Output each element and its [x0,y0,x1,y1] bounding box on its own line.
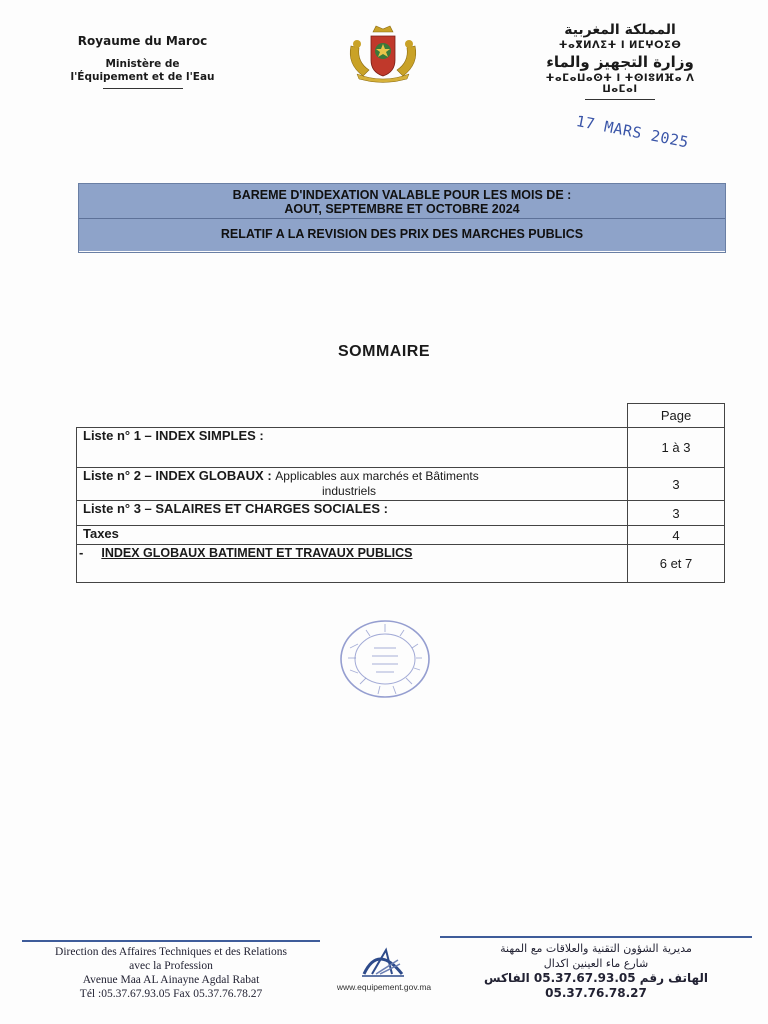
summary-row-note-cont: industriels [322,484,377,498]
bullet-dash: - [79,545,84,560]
footer-left-line4: Tél :05.37.67.93.05 Fax 05.37.76.78.27 [79,988,263,1000]
footer-website-url: www.equipement.gov.ma [336,982,432,992]
summary-header-row [77,404,725,428]
banner-line1: BAREME D'INDEXATION VALABLE POUR LES MOIS DE : [232,188,572,202]
footer-left-block [22,940,320,1001]
header-left-rule [103,88,183,89]
summary-row [77,545,725,583]
tifinagh-kingdom-name: ⵜⴰⴳⵍⴷⵉⵜ ⵏ ⵍⵎⵖⵔⵉⴱ [558,40,682,51]
footer-left-line2: avec la Profession [129,960,213,972]
page-title: SOMMAIRE [338,343,430,360]
summary-row-label: Liste n° 1 – INDEX SIMPLES : [83,428,264,443]
received-date-stamp: 17 MARS 2025 [574,112,691,152]
summary-row [77,468,725,501]
summary-row [77,428,725,468]
round-ministry-stamp-icon [338,618,432,700]
footer-right-line2: شارع ماء العينين اكدال [543,957,649,970]
arabic-ministry-name: وزارة التجهيز والماء [546,53,694,71]
banner-validity-row [79,184,725,219]
summary-row-label: Taxes [83,526,119,541]
ministry-name-line2: l'Équipement et de l'Eau [70,71,215,83]
arabic-kingdom-name: المملكة المغربية [564,22,676,38]
header-right-rule [585,99,655,100]
summary-row-label: INDEX GLOBAUX BATIMENT ET TRAVAUX PUBLICS [101,546,413,560]
summary-row-page: 4 [628,526,725,545]
summary-row-page: 3 [628,468,725,501]
summary-row-label: Liste n° 2 – INDEX GLOBAUX : [83,468,272,483]
summary-row [77,501,725,526]
royal-coat-of-arms-icon [343,24,423,84]
footer-right-line3: الهاتف رقم 05.37.67.93.05 الفاكس 05.37.76.78.27 [484,971,708,1000]
footer-right-line1: مديرية الشؤون التقنية والعلاقات مع المهنة [500,942,692,955]
summary-row-page: 3 [628,501,725,526]
footer-right-rule [440,936,752,938]
header-right-block [535,22,705,100]
page-column-header: Page [628,404,725,428]
footer-right-block [440,936,752,1001]
ministry-name-line1: Ministère de [105,58,180,70]
title-banner [78,183,726,253]
banner-line3: RELATIF A LA REVISION DES PRIX DES MARCHES PUBLICS [79,219,725,251]
summary-row-label: Liste n° 3 – SALAIRES ET CHARGES SOCIALES : [83,501,388,516]
summary-row-page: 1 à 3 [628,428,725,468]
summary-row-note: Applicables aux marchés et Bâtiments [275,469,479,483]
summary-row-page: 6 et 7 [628,545,725,583]
footer-left-line1: Direction des Affaires Techniques et des Relations [55,946,287,958]
ministry-logo-icon [358,940,408,980]
banner-line2: AOUT, SEPTEMBRE ET OCTOBRE 2024 [284,202,520,216]
summary-table [76,403,725,583]
tifinagh-ministry-name: ⵜⴰⵎⴰⵡⴰⵙⵜ ⵏ ⵜⵙⵏⵓⵍⴼⴰ ⴷ ⵡⴰⵎⴰⵏ [545,73,695,95]
footer-left-line3: Avenue Maa AL Ainayne Agdal Rabat [82,974,260,986]
summary-row [77,526,725,545]
footer-left-rule [22,940,320,942]
kingdom-name: Royaume du Maroc [77,34,208,48]
header-left-block [40,34,245,89]
